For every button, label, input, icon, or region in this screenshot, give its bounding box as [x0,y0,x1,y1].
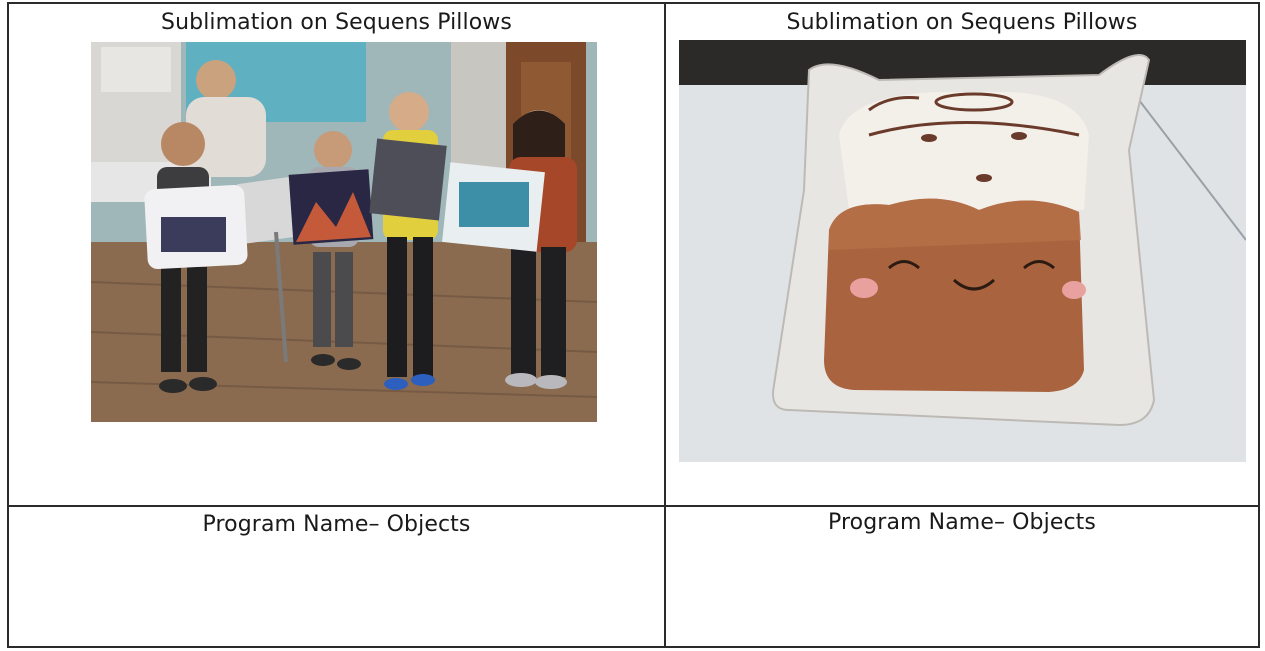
children-holding-pillows-photo [91,42,597,422]
table-divider-vertical [664,4,666,646]
cell-title-top-right: Sublimation on Sequens Pillows [786,10,1138,35]
photo-table [7,2,1260,648]
cell-title-bottom-right: Program Name– Objects [828,510,1096,535]
cell-title-bottom-left: Program Name– Objects [202,512,471,537]
cell-title-top-left: Sublimation on Sequens Pillows [161,10,512,35]
sequin-pillow-photo [679,40,1246,462]
table-divider-horizontal [9,505,1258,507]
